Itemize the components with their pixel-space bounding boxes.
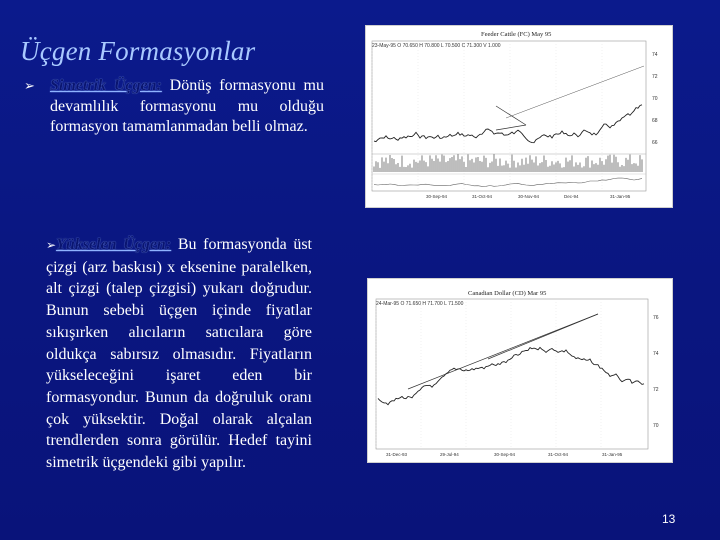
chart1-x-tick: 30-Sep-94 (426, 194, 448, 199)
chart1-grid (372, 41, 602, 191)
chart1-y-tick: 72 (652, 74, 658, 80)
chart1-svg (366, 26, 672, 207)
chart2-x-tick: 31-Dec-93 (386, 452, 408, 457)
chart2-y-labels (653, 315, 659, 429)
chart2-price-line (378, 347, 644, 404)
chart1-y-tick: 66 (652, 140, 658, 146)
chart2-y-tick: 72 (653, 387, 659, 393)
chart1-x-tick: 31-Jan-95 (610, 194, 631, 199)
bullet-ascending-triangle (46, 234, 312, 474)
ascending-triangle-chart-image (367, 278, 673, 463)
chart2-y-tick: 70 (653, 423, 659, 429)
chart2-x-tick: 31-Jan-95 (602, 452, 623, 457)
chart1-y-labels (652, 52, 658, 146)
chart2-svg (368, 279, 672, 462)
term-ascending-triangle: Yükselen Üçgen: (56, 236, 172, 253)
chart2-frame (376, 299, 648, 449)
chart1-x-labels (426, 194, 631, 199)
chart1-trendline (506, 66, 644, 118)
page-number: 13 (662, 512, 676, 526)
arrow-bullet-icon: ➢ (24, 79, 35, 94)
chart1-price-line (374, 105, 642, 143)
chart1-y-tick: 68 (652, 118, 658, 124)
chart1-triangle-lower (496, 125, 526, 130)
chart1-open-interest (374, 178, 642, 186)
chart1-x-tick: Dec-94 (564, 194, 579, 199)
arrow-bullet-icon: ➢ (46, 238, 57, 252)
bullet-text (50, 76, 324, 138)
chart2-x-tick: 31-Oct-94 (548, 452, 569, 457)
chart2-x-tick: 29-Jul-94 (440, 452, 459, 457)
chart2-y-tick: 74 (653, 351, 659, 357)
definition-symmetric-triangle: Dönüş formasyonu mu devamlılık formasyonu mu olduğu formasyon tamamlanmadan belli olmaz. (50, 77, 324, 135)
chart1-triangle-upper (496, 106, 526, 125)
chart2-header: 24-Mar-95 O 71.650 H 71.700 L 71.500 (376, 301, 464, 307)
definition-ascending-triangle: Bu formasyonda üst çizgi (arz baskısı) x eksenine paralelken, alt çizgi (talep çizgisi) yukarı doğrudur. Bunun sebebi üçgen içinde fiyatlar sıkışırken alıcıların satıcılara göre oldukça sabırsız olmasıdır. Fiyatların yükseleceğini işaret eden bir formasyondur. Bunun da doğruluk oranı çok yüksektir. Doğal olarak alçalan trendlerden sonra görülür. Hedef tayini simetrik üçgendeki gibi yapılır. (46, 236, 312, 472)
chart2-triangle-lower (408, 314, 598, 389)
bullet-symmetric-triangle (24, 76, 324, 138)
chart1-volume-bars (374, 154, 642, 172)
chart1-header: 23-May-95 O 70.650 H 70.800 L 70.500 C 71.300 V 1.000 (372, 43, 501, 49)
chart1-title: Feeder Cattle (FC) May 95 (481, 31, 552, 38)
chart2-x-tick: 30-Sep-94 (494, 452, 516, 457)
symmetric-triangle-chart-image (365, 25, 673, 208)
chart1-x-tick: 30-Nov-94 (518, 194, 540, 199)
chart1-y-tick: 70 (652, 96, 658, 102)
chart2-x-labels (386, 452, 623, 457)
chart2-title: Canadian Dollar (CD) Mar 95 (468, 290, 547, 297)
chart1-y-tick: 74 (652, 52, 658, 58)
chart2-y-tick: 76 (653, 315, 659, 321)
term-symmetric-triangle: Simetrik Üçgen: (50, 77, 162, 94)
chart2-grid (376, 299, 601, 449)
slide-title: Üçgen Formasyonlar (20, 36, 256, 66)
chart1-x-tick: 31-Oct-94 (472, 194, 493, 199)
chart1-frame (372, 41, 646, 191)
